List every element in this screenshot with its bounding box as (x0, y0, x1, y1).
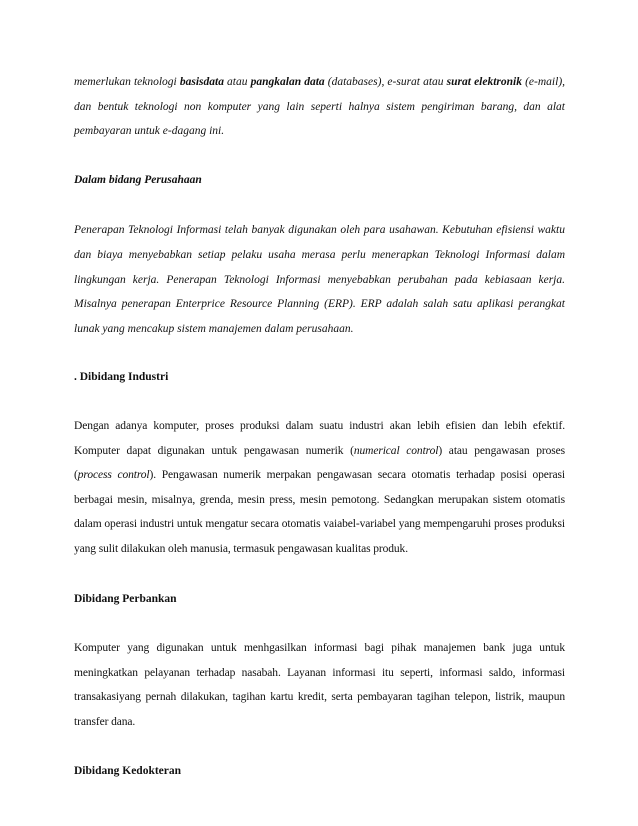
industri-paragraph (74, 414, 565, 562)
intro-text-4: (e-mail), dan bentuk teknologi non komputer yang lain seperti halnya sistem pengiriman barang, dan alat pembayaran untuk e-dagang ini. (74, 76, 566, 138)
intro-text-2: atau (223, 76, 251, 88)
perusahaan-paragraph: Penerapan Teknologi Informasi telah banyak digunakan oleh para usahawan. Kebutuhan efisiensi waktu dan biaya menyebabkan setiap pelaku usaha merasa perlu menerapkan Teknologi Informasi dalam lingkungan kerja. Penerapan Teknologi Informasi menyebabkan perubahan pada kebiasaan kerja. Misalnya penerapan Enterprice Resource Planning (ERP). ERP adalah salah satu aplikasi perangkat lunak yang mencakup sistem manajemen dalam perusahaan. (74, 224, 565, 335)
section-heading-kedokteran: Dibidang Kedokteran (74, 765, 182, 778)
section-heading-perusahaan: Dalam bidang Perusahaan (74, 173, 202, 186)
section-heading-industri: . Dibidang Industri (74, 371, 169, 384)
industri-text-3: ). Pengawasan numerik merpakan pengawasan secara otomatis terhadap posisi operasi berbagai mesin, misalnya, grenda, mesin press, mesin pemotong. Sedangkan merupakan sistem otomatis dalam operasi industri untuk mengatur secara otomatis vaiabel-variabel yang mempengaruhi proses produksi yang sulit dilakukan oleh manusia, termasuk pengawasan kualitas produk. (74, 469, 565, 555)
industri-term-numerical-control: numerical control (353, 444, 439, 457)
intro-paragraph (74, 70, 565, 144)
intro-term-basisdata: basisdata (179, 76, 224, 88)
intro-text-1: memerlukan teknologi (74, 76, 180, 88)
industri-term-process-control: process control (77, 469, 150, 482)
perbankan-paragraph: Komputer yang digunakan untuk menhgasilkan informasi bagi pihak manajemen bank juga untuk meningkatkan pelayanan terhadap nasabah. Layanan informasi itu seperti, informasi saldo, informasi transakasiyang pernah dilakukan, tagihan kartu kredit, serta pembayaran tagihan telepon, listrik, maupun transfer dana. (74, 642, 565, 728)
industri-text-1: Dengan adanya komputer, proses produksi dalam suatu industri akan lebih efisien dan lebih efektif. Komputer dapat digunakan untuk pengawasan numerik ( (74, 419, 565, 457)
document-page (74, 70, 565, 784)
industri-text-2: ) atau pengawasan proses ( (74, 444, 565, 482)
intro-term-surat-elektronik: surat elektronik (446, 76, 522, 88)
intro-text-3: (databases), e-surat atau (324, 76, 447, 88)
intro-term-pangkalan-data: pangkalan data (250, 76, 325, 88)
section-heading-perbankan: Dibidang Perbankan (74, 592, 177, 605)
